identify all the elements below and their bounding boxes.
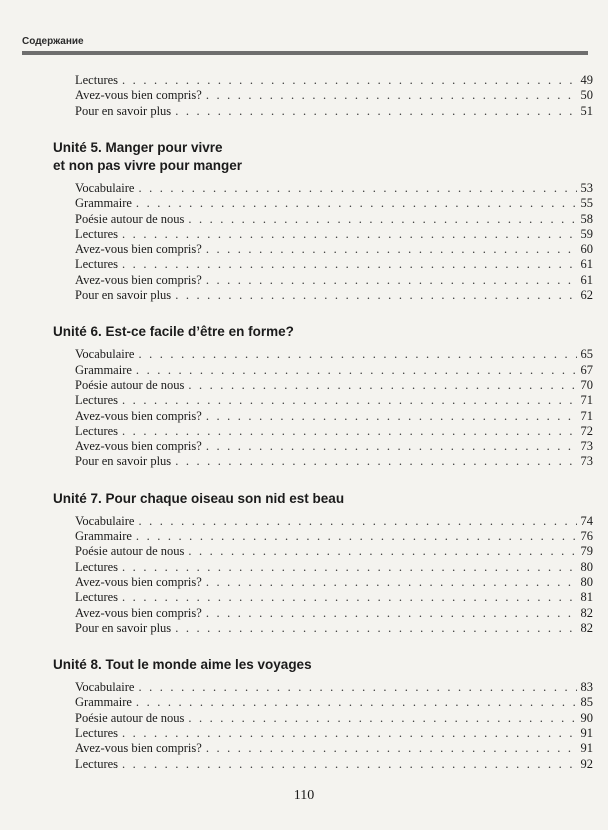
toc-entry-page: 73 [580, 439, 593, 454]
toc-entry [75, 574, 593, 590]
unit-title: Unité 5. Manger pour vivre [53, 139, 223, 155]
dot-leader [206, 87, 577, 103]
dot-leader [122, 423, 576, 439]
toc-entry [75, 195, 593, 211]
page-number: 110 [293, 788, 315, 803]
unit-title: Unité 7. Pour chaque oiseau son nid est beau [53, 490, 345, 506]
dot-leader [188, 377, 576, 393]
toc-entry [75, 453, 593, 469]
dot-leader [138, 180, 576, 196]
toc-entry-label: Lectures [75, 226, 119, 241]
toc-entry-page: 74 [580, 513, 593, 528]
toc-entry-label: Pour en savoir plus [75, 454, 172, 469]
toc-entry [75, 241, 593, 257]
toc-entry-label: Avez-vous bien compris? [75, 272, 202, 287]
toc-entry-page: 76 [580, 529, 593, 543]
toc-entry-label: Grammaire [75, 529, 132, 543]
dot-leader [122, 392, 576, 408]
toc-entry-label: Avez-vous bien compris? [75, 88, 202, 103]
toc-entry-label: Lectures [75, 590, 119, 605]
toc-entry [75, 620, 593, 636]
dot-leader [136, 362, 577, 378]
toc-entry-page: 91 [580, 726, 593, 740]
toc-entry-label: Poésie autour de nous [75, 710, 185, 725]
toc-entry-page: 83 [580, 680, 593, 695]
toc-entry-label: Vocabulaire [75, 513, 135, 528]
toc-entry-label: Lectures [75, 73, 119, 87]
toc-entry-label: Vocabulaire [75, 180, 135, 195]
toc-entry-label: Vocabulaire [75, 347, 135, 362]
toc-entry-label: Pour en savoir plus [75, 288, 172, 302]
toc-entry [75, 377, 593, 393]
toc-entry [75, 589, 593, 605]
toc-entry-page: 73 [580, 454, 593, 469]
unit-title: Unité 8. Tout le monde aime les voyages [53, 657, 312, 673]
toc-entry-page: 59 [580, 226, 593, 241]
dot-leader [206, 740, 577, 756]
toc-entry-page: 61 [580, 257, 593, 272]
toc-entry-label: Lectures [75, 559, 119, 574]
toc-entry-page: 92 [580, 756, 593, 771]
toc-entry-page: 82 [580, 620, 593, 635]
toc-entry [75, 287, 593, 303]
toc-entry-label: Grammaire [75, 695, 132, 710]
toc-entry [75, 756, 593, 772]
toc-entry [75, 180, 593, 196]
toc-entry-page: 90 [580, 710, 593, 725]
dot-leader [175, 620, 576, 636]
toc-entry-page: 71 [580, 408, 593, 423]
toc-entry-page: 60 [580, 242, 593, 257]
toc-entry-label: Lectures [75, 257, 119, 272]
dot-leader [188, 211, 576, 227]
toc-entry-page: 65 [580, 347, 593, 362]
toc-entry [75, 72, 593, 88]
dot-leader [122, 756, 576, 772]
toc-entry-page: 50 [580, 88, 593, 103]
toc-entry-page: 49 [580, 73, 593, 87]
dot-leader [206, 605, 577, 621]
toc-entry-label: Avez-vous bien compris? [75, 439, 202, 454]
dot-leader [122, 559, 576, 575]
toc-entry-page: 61 [580, 272, 593, 287]
toc-entry-label: Avez-vous bien compris? [75, 605, 202, 620]
toc-entry-page: 62 [580, 288, 593, 302]
toc-entry [75, 679, 593, 695]
toc-entry-label: Poésie autour de nous [75, 544, 185, 559]
dot-leader [206, 272, 577, 288]
toc-entry [75, 725, 593, 741]
toc-entry [75, 513, 593, 529]
toc-entry [75, 103, 593, 119]
dot-leader [206, 408, 577, 424]
toc-entry [75, 211, 593, 227]
toc-entry-page: 51 [580, 103, 593, 118]
dot-leader [136, 528, 577, 544]
dot-leader [206, 574, 577, 590]
dot-leader [138, 346, 576, 362]
dot-leader [122, 725, 576, 741]
toc-entry [75, 87, 593, 103]
unit-title: Unité 6. Est-ce facile d’être en forme? [53, 324, 294, 340]
dot-leader [175, 103, 576, 119]
toc-entry-label: Poésie autour de nous [75, 211, 185, 226]
toc-entry-label: Pour en savoir plus [75, 103, 172, 118]
toc-entry-page: 82 [580, 605, 593, 620]
toc-entry [75, 408, 593, 424]
toc-entry [75, 528, 593, 544]
toc-entry [75, 226, 593, 242]
toc-entry-label: Lectures [75, 393, 119, 408]
toc-entry-label: Poésie autour de nous [75, 377, 185, 392]
toc-entry-label: Lectures [75, 726, 119, 740]
toc-entry [75, 694, 593, 710]
toc-entry [75, 392, 593, 408]
toc-entry-page: 72 [580, 423, 593, 438]
dot-leader [138, 513, 576, 529]
toc-entry [75, 605, 593, 621]
dot-leader [122, 256, 576, 272]
toc-entry-label: Lectures [75, 756, 119, 771]
toc-entry-page: 79 [580, 544, 593, 559]
header-rule [22, 51, 588, 55]
toc-entry [75, 256, 593, 272]
dot-leader [206, 438, 577, 454]
toc-entry [75, 740, 593, 756]
toc-entry [75, 710, 593, 726]
running-header [22, 34, 588, 56]
toc-entry-page: 80 [580, 559, 593, 574]
toc-entry [75, 559, 593, 575]
dot-leader [138, 679, 576, 695]
toc-entry-label: Avez-vous bien compris? [75, 741, 202, 756]
dot-leader [122, 72, 576, 88]
toc-entry-label: Grammaire [75, 362, 132, 377]
toc-entry [75, 346, 593, 362]
dot-leader [136, 195, 577, 211]
toc-entry-page: 70 [580, 377, 593, 392]
toc-entry [75, 423, 593, 439]
dot-leader [206, 241, 577, 257]
toc-entry-label: Avez-vous bien compris? [75, 242, 202, 257]
dot-leader [188, 710, 576, 726]
dot-leader [136, 694, 577, 710]
toc-entry-label: Lectures [75, 423, 119, 438]
toc-entry-page: 81 [580, 590, 593, 605]
toc-entry-label: Avez-vous bien compris? [75, 408, 202, 423]
toc-entry-page: 67 [580, 362, 593, 377]
toc-entry-label: Grammaire [75, 196, 132, 211]
toc-entry-label: Vocabulaire [75, 680, 135, 695]
toc-entry-page: 71 [580, 393, 593, 408]
toc-entry [75, 272, 593, 288]
unit-title-continued: et non pas vivre pour manger [53, 157, 243, 173]
toc-entry-page: 58 [580, 211, 593, 226]
toc-entry-page: 85 [580, 695, 593, 710]
toc-entry [75, 543, 593, 559]
toc-entry-label: Pour en savoir plus [75, 620, 172, 635]
toc-entry-page: 53 [580, 180, 593, 195]
toc-entry [75, 438, 593, 454]
header-title: Содержание [22, 36, 84, 47]
dot-leader [175, 453, 576, 469]
toc-entry-label: Avez-vous bien compris? [75, 574, 202, 589]
dot-leader [175, 287, 576, 303]
toc-entry-page: 55 [580, 196, 593, 211]
toc-entry-page: 80 [580, 574, 593, 589]
dot-leader [122, 226, 576, 242]
toc-entry-page: 91 [580, 741, 593, 756]
dot-leader [188, 543, 576, 559]
toc-entry [75, 362, 593, 378]
dot-leader [122, 589, 576, 605]
